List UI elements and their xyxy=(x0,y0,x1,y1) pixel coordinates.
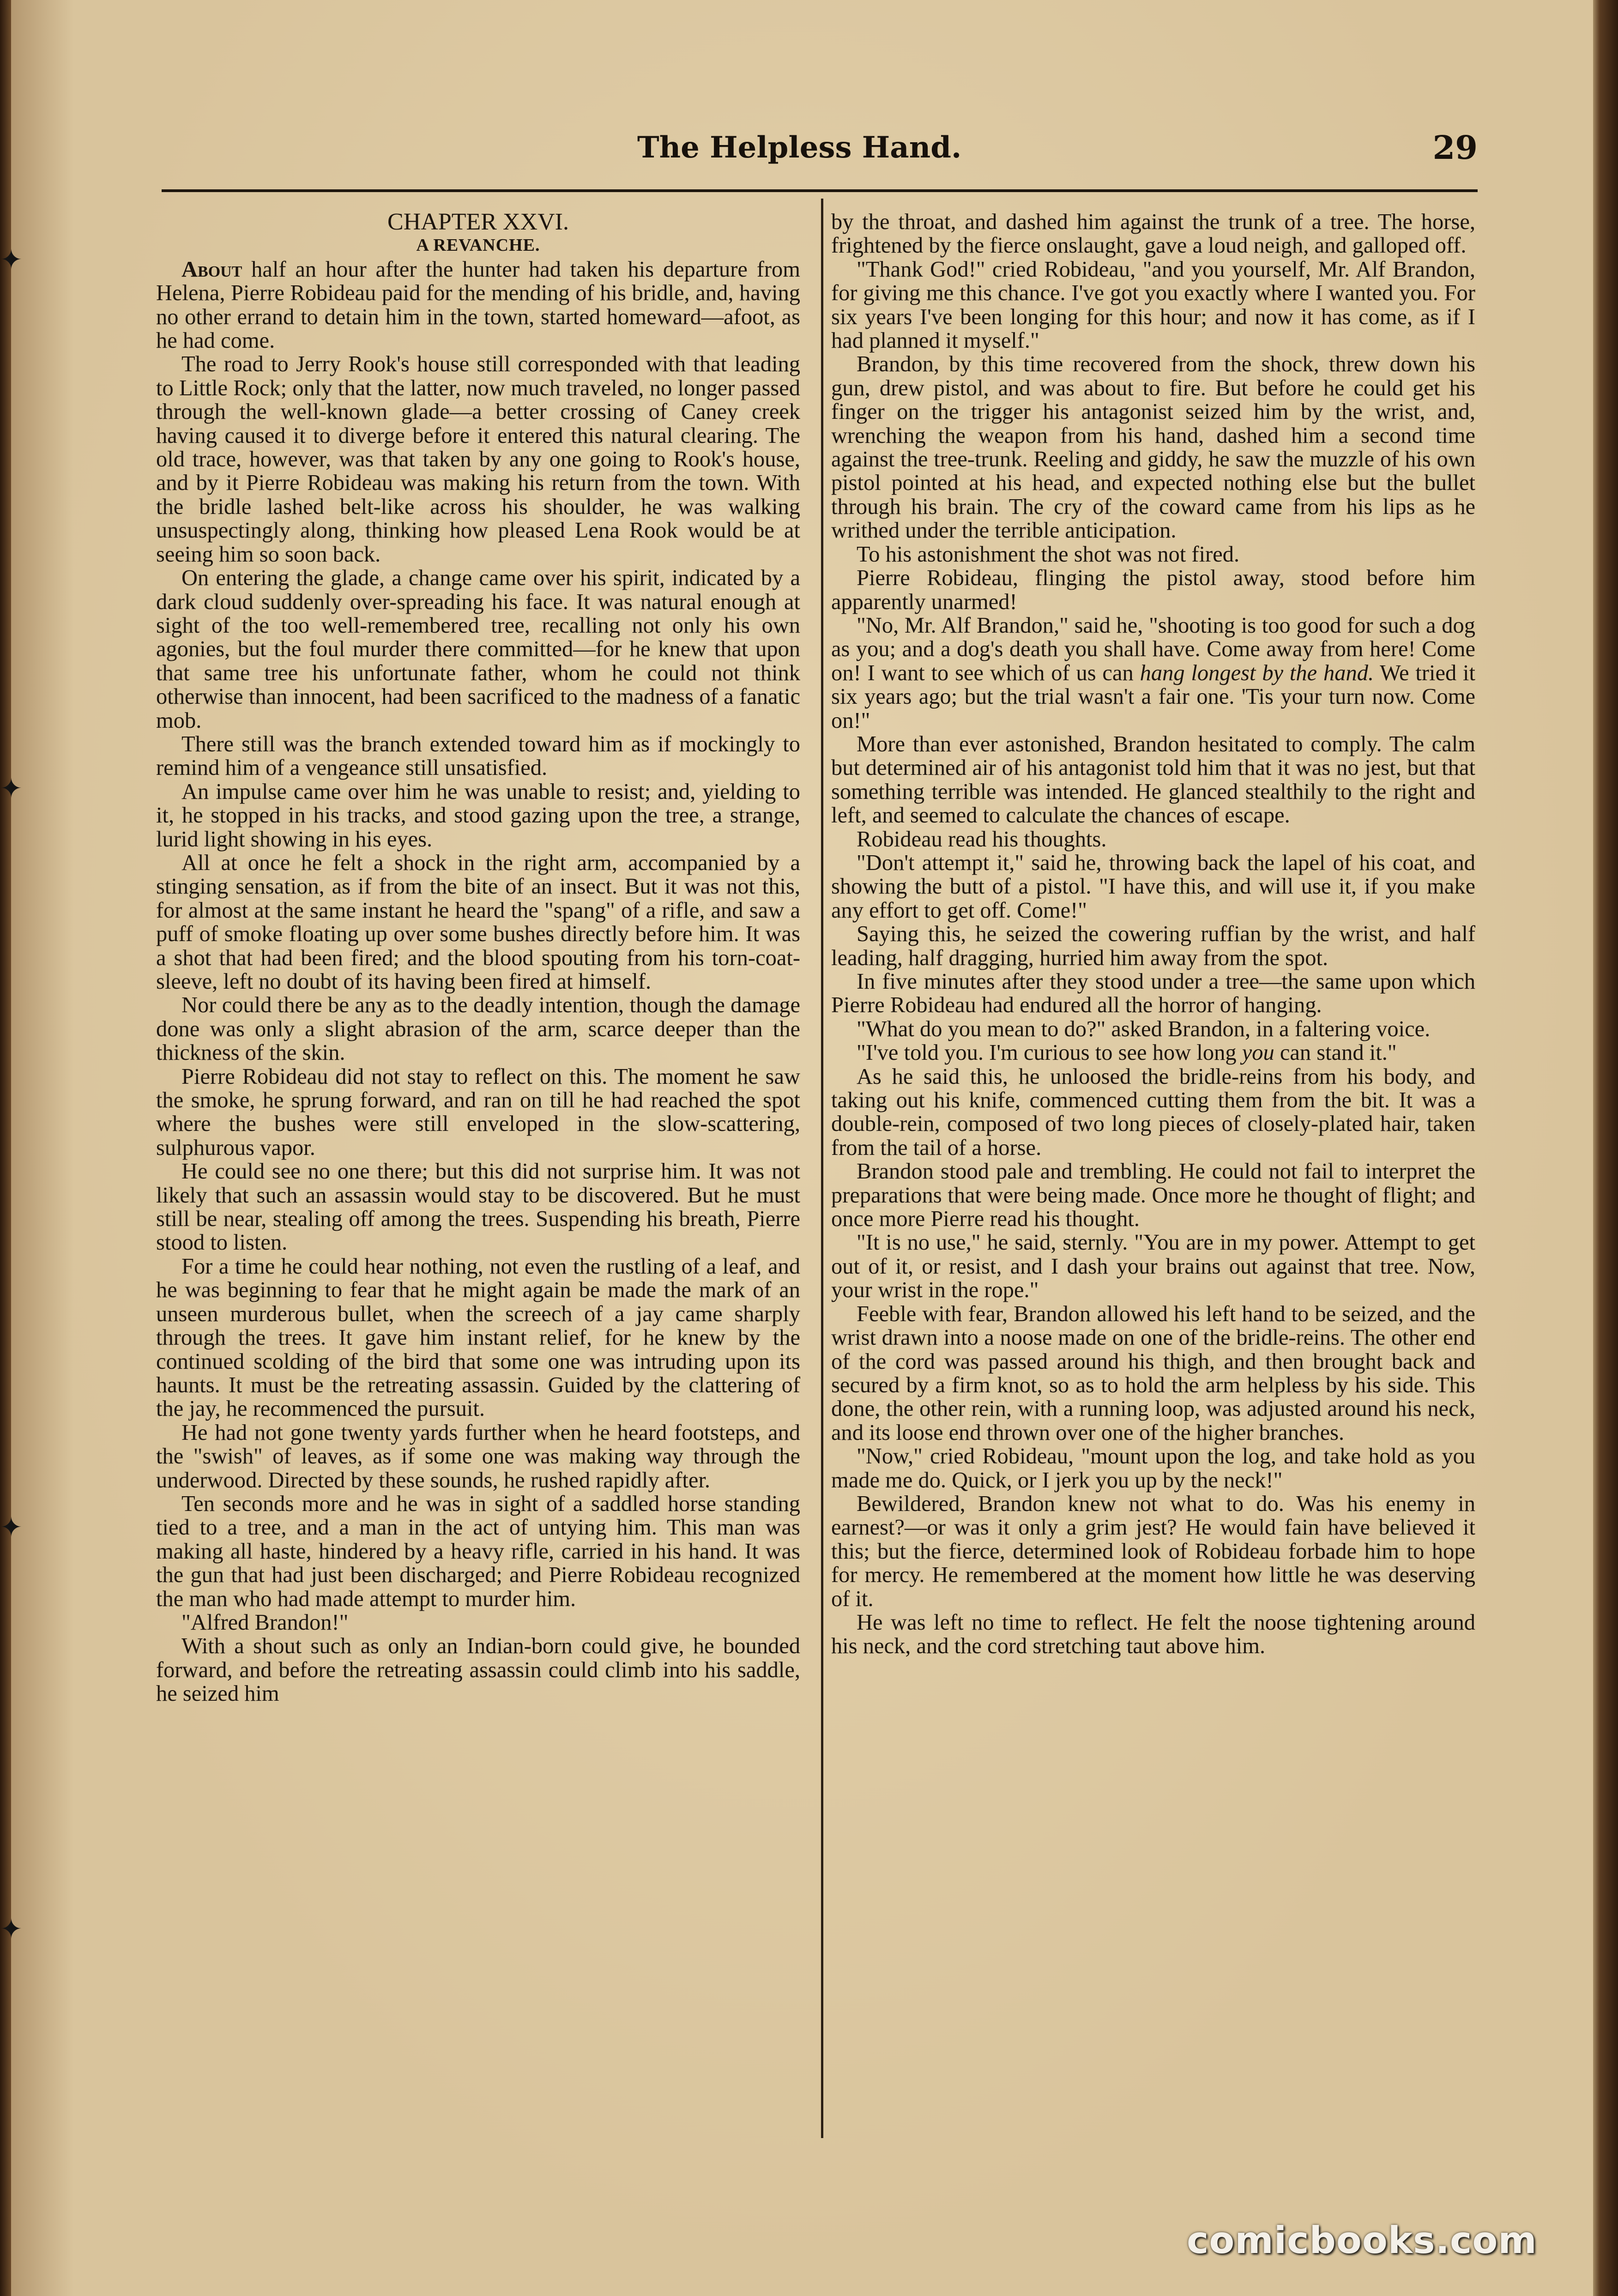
paragraph: In five minutes after they stood under a tree—the same upon which Pierre Robideau had endured all the horror of hanging. xyxy=(831,969,1475,1018)
paragraph: More than ever astonished, Brandon hesitated to comply. The calm but determined air of his antagonist told him that it was no jest, but that something terrible was intended. He glanced stealthily to the right and left, and seemed to calculate the chances of escape. xyxy=(831,731,1475,828)
paragraph: by the throat, and dashed him against the trunk of a tree. The horse, frightened by the fierce onslaught, gave a loud neigh, and galloped off. xyxy=(831,210,1475,258)
lead-word: About xyxy=(181,257,242,282)
paragraph: "I've told you. I'm curious to see how long you can stand it." xyxy=(857,1040,1397,1065)
column-divider xyxy=(821,199,823,2138)
paragraph: "Don't attempt it," said he, throwing back the lapel of his coat, and showing the butt of a pistol. "I have this, and will use it, if you make any effort to get off. Come!" xyxy=(831,850,1475,923)
paragraph: Feeble with fear, Brandon allowed his left hand to be seized, and the wrist drawn into a noose made on one of the bridle-reins. The other end of the cord was passed around his thigh, and then brought back and secured by a firm knot, so as to hold the arm helpless by his side. This done, the other rein, with a running loop, was adjusted around his neck, and its loose end thrown over one of the higher branches. xyxy=(831,1301,1475,1445)
paragraph: The road to Jerry Rook's house still corresponded with that leading to Little Rock; only that the latter, now much traveled, no longer passed through the well-known glade—a better crossing of Caney creek having caused it to diverge before it entered this natural clearing. The old trace, however, was that taken by any one going to Rook's house, and by it Pierre Robideau was making his return from the town. With the bridle lashed belt-like across his shoulder, he was walking unsuspectingly along, thinking how pleased Lena Rook would be at seeing him so soon back. xyxy=(156,352,800,567)
binding-stitch-icon: ✦ xyxy=(0,1913,23,1945)
right-column xyxy=(831,210,1475,1658)
paragraph: To his astonishment the shot was not fired. xyxy=(857,542,1240,567)
paragraph: Pierre Robideau, flinging the pistol away, stood before him apparently unarmed! xyxy=(831,566,1475,614)
paragraph: On entering the glade, a change came over his spirit, indicated by a dark cloud suddenly over-spreading his face. It was natural enough at sight of the too well-remembered tree, recalling not only his own agonies, but the foul murder there committed—for he knew that upon that same tree his unfortunate father, whom he could not think otherwise than innocent, had been sacrificed to the madness of a fanatic mob. xyxy=(156,566,800,733)
page-number: 29 xyxy=(1432,128,1478,167)
paragraph: For a time he could hear nothing, not even the rustling of a leaf, and he was beginning to fear that he might again be made the mark of an unseen murderous bullet, when the screech of a jay came sharply through the trees. It gave him instant relief, for he knew by the continued scolding of the bird that some one was intruding upon its haunts. It must be the retreating assassin. Guided by the clattering of the jay, he recommenced the pursuit. xyxy=(156,1254,800,1421)
paragraph: He was left no time to reflect. He felt the noose tightening around his neck, and the cord stretching taut above him. xyxy=(831,1610,1475,1659)
page-edge xyxy=(1593,0,1618,2296)
binding-stitch-icon: ✦ xyxy=(0,773,23,804)
paragraph: With a shout such as only an Indian-born could give, he bounded forward, and before the retreating assassin could climb into his saddle, he seized him xyxy=(156,1634,800,1706)
paragraph: An impulse came over him he was unable to resist; and, yielding to it, he stopped in his tracks, and stood gazing upon the tree, a strange, lurid light showing in his eyes. xyxy=(156,779,800,852)
paragraph: Brandon, by this time recovered from the shock, threw down his gun, drew pistol, and was about to fire. But before he could get his finger on the trigger his antagonist seized him by the wrist, and, wrenching the weapon from his hand, dashed him a second time against the tree-trunk. Reeling and giddy, he saw the muzzle of his own pistol pointed at his head, and expected nothing else but the bullet through his brain. The cry of the coward came from his lips as he writhed under the terrible anticipation. xyxy=(831,352,1475,543)
running-header xyxy=(162,125,1478,192)
binding-stitch-icon: ✦ xyxy=(0,244,23,275)
paragraph: Ten seconds more and he was in sight of a saddled horse standing tied to a tree, and a man in the act of untying him. This man was making all haste, hindered by a heavy rifle, carried in his hand. It was the gun that had just been discharged; and Pierre Robideau recognized the man who had made attempt to murder him. xyxy=(156,1491,800,1611)
site-watermark: comicbooks.com xyxy=(1187,2219,1537,2262)
left-column xyxy=(156,210,800,1706)
paragraph: Brandon stood pale and trembling. He could not fail to interpret the preparations that were being made. Once more he thought of flight; and once more Pierre read his thought. xyxy=(831,1159,1475,1232)
paragraph: About half an hour after the hunter had taken his departure from Helena, Pierre Robideau paid for the mending of his bridle, and, having no other errand to detain him in the town, started homeward—afoot, as he had come. xyxy=(156,257,800,353)
running-title: The Helpless Hand. xyxy=(637,130,962,165)
paragraph: "Thank God!" cried Robideau, "and you yourself, Mr. Alf Brandon, for giving me this chance. I've got you exactly where I wanted you. For six years I've been longing for this hour; and now it has come, as if I had planned it myself." xyxy=(831,257,1475,353)
italic-word: you xyxy=(1242,1040,1274,1065)
chapter-heading: CHAPTER XXVI. xyxy=(387,209,569,235)
italic-phrase: hang longest by the hand. xyxy=(1140,660,1374,685)
paragraph: Saying this, he seized the cowering ruffian by the wrist, and half leading, half dragging, hurried him away from the spot. xyxy=(831,922,1475,970)
paragraph: "It is no use," he said, sternly. "You are in my power. Attempt to get out of it, or resist, and I dash your brains out against that tree. Now, your wrist in the rope." xyxy=(831,1230,1475,1303)
paragraph: Robideau read his thoughts. xyxy=(857,827,1107,852)
paragraph: "Alfred Brandon!" xyxy=(181,1610,349,1635)
binding-stitch-icon: ✦ xyxy=(0,1511,23,1543)
paragraph: He could see no one there; but this did not surprise him. It was not likely that such an assassin would stay to be discovered. But he must still be near, stealing off among the trees. Suspending his breath, Pierre stood to listen. xyxy=(156,1159,800,1255)
paragraph: Bewildered, Brandon knew not what to do. Was his enemy in earnest?—or was it only a grim jest? He would fain have believed it this; but the fierce, determined look of Robideau forbade him to hope for mercy. He remembered at the moment how little he was deserving of it. xyxy=(831,1491,1475,1611)
paragraph: "No, Mr. Alf Brandon," said he, "shooting is too good for such a dog as you; and a dog's death you shall have. Come away from here! Come on! I want to see which of us can hang longest by the hand. We tried it six years ago; but the trial wasn't a fair one. 'Tis your turn now. Come on!" xyxy=(831,613,1475,733)
paragraph: "Now," cried Robideau, "mount upon the log, and take hold as you made me do. Quick, or I jerk you up by the neck!" xyxy=(831,1444,1475,1492)
paragraph: "What do you mean to do?" asked Brandon, in a faltering voice. xyxy=(857,1016,1431,1041)
paragraph: He had not gone twenty yards further when he heard footsteps, and the "swish" of leaves, as if some one was making way through the underwood. Directed by these sounds, he rushed rapidly after. xyxy=(156,1420,800,1492)
page-spine xyxy=(0,0,11,2296)
paragraph: Nor could there be any as to the deadly intention, though the damage done was only a slight abrasion of the arm, scarce deeper than the thickness of the skin. xyxy=(156,993,800,1065)
chapter-subheading: A REVANCHE. xyxy=(416,236,540,255)
paragraph: As he said this, he unloosed the bridle-reins from his body, and taking out his knife, commenced cutting them from the bit. It was a double-rein, composed of two long pieces of closely-plated hair, taken from the tail of a horse. xyxy=(831,1064,1475,1160)
paragraph: All at once he felt a shock in the right arm, accompanied by a stinging sensation, as if from the bite of an insect. But it was not this, for almost at the same instant he heard the "spang" of a rifle, and saw a puff of smoke floating up over some bushes directly before him. It was a shot that had been fired; and the blood spouting from his torn-coat-sleeve, left no doubt of its having been fired at himself. xyxy=(156,850,800,994)
paragraph: Pierre Robideau did not stay to reflect on this. The moment he saw the smoke, he sprung forward, and ran on till he had reached the spot where the bushes were still enveloped in the slow-scattering, sulphurous vapor. xyxy=(156,1064,800,1160)
paragraph: There still was the branch extended toward him as if mockingly to remind him of a vengeance still unsatisfied. xyxy=(156,731,800,780)
